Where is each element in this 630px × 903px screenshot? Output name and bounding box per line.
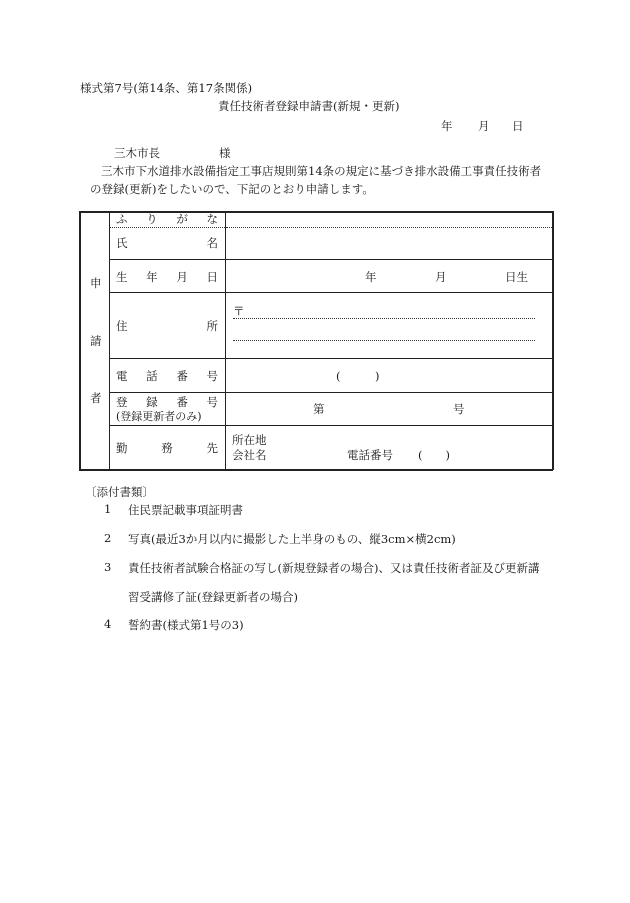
attachment-number: 2 — [104, 531, 112, 545]
attachment-text: 住民票記載事項証明書 — [128, 503, 243, 517]
address-label: 住 所 — [116, 319, 218, 333]
registration-number-suffix[interactable]: 号 — [453, 402, 465, 416]
attachments-heading: 〔添付書類〕 — [85, 485, 154, 499]
registration-number-sublabel: (登録更新者のみ) — [116, 410, 202, 423]
workplace-location-field[interactable]: 所在地 — [232, 433, 267, 447]
applicant-label-char-3: 者 — [90, 391, 102, 405]
date-year-label: 年 — [441, 119, 453, 133]
applicant-label-char-1: 申 — [90, 276, 102, 290]
phone-field[interactable]: ( ) — [336, 369, 380, 383]
birthdate-month-field[interactable]: 月 — [435, 270, 447, 284]
birthdate-year-field[interactable]: 年 — [365, 270, 377, 284]
phone-label: 電 話 番 号 — [116, 369, 218, 383]
date-day-label: 日 — [512, 119, 524, 133]
date-month-label: 月 — [478, 119, 490, 133]
workplace-phone-label: 電話番号 — [347, 448, 393, 462]
attachment-text: 写真(最近3か月以内に撮影した上半身のもの、縦3cm×横2cm) — [128, 532, 456, 546]
name-label: 氏 名 — [116, 236, 218, 250]
attachment-number: 4 — [104, 617, 112, 631]
applicant-label-char-2: 請 — [90, 334, 102, 348]
document-title: 責任技術者登録申請書(新規・更新) — [218, 99, 400, 113]
birthdate-label: 生 年 月 日 — [116, 270, 218, 284]
workplace-company-field[interactable]: 会社名 — [232, 448, 267, 462]
addressee-name: 三木市長 — [114, 146, 160, 160]
attachment-text: 責任技術者試験合格証の写し(新規登録者の場合)、又は責任技術者証及び更新講 — [128, 561, 540, 575]
attachment-number: 3 — [104, 560, 112, 574]
birthdate-day-field[interactable]: 日生 — [505, 270, 528, 284]
workplace-label: 勤 務 先 — [116, 441, 218, 455]
form-number: 様式第7号(第14条、第17条関係) — [80, 81, 253, 95]
registration-number-label: 登 録 番 号 — [116, 395, 218, 409]
intro-line-2: の登録(更新)をしたいので、下記のとおり申請します。 — [90, 182, 374, 196]
postal-mark: 〒 — [233, 304, 245, 318]
intro-line-1: 三木市下水道排水設備指定工事店規則第14条の規定に基づき排水設備工事責任技術者 — [101, 164, 542, 178]
furigana-label: ふ り が な — [116, 212, 218, 226]
addressee-honorific: 様 — [219, 146, 231, 160]
workplace-phone-field[interactable]: ( ) — [418, 448, 450, 462]
attachment-number: 1 — [104, 502, 112, 516]
attachment-text-continuation: 習受講修了証(登録更新者の場合) — [128, 590, 298, 604]
attachment-text: 誓約書(様式第1号の3) — [128, 618, 244, 632]
registration-number-prefix[interactable]: 第 — [313, 402, 325, 416]
